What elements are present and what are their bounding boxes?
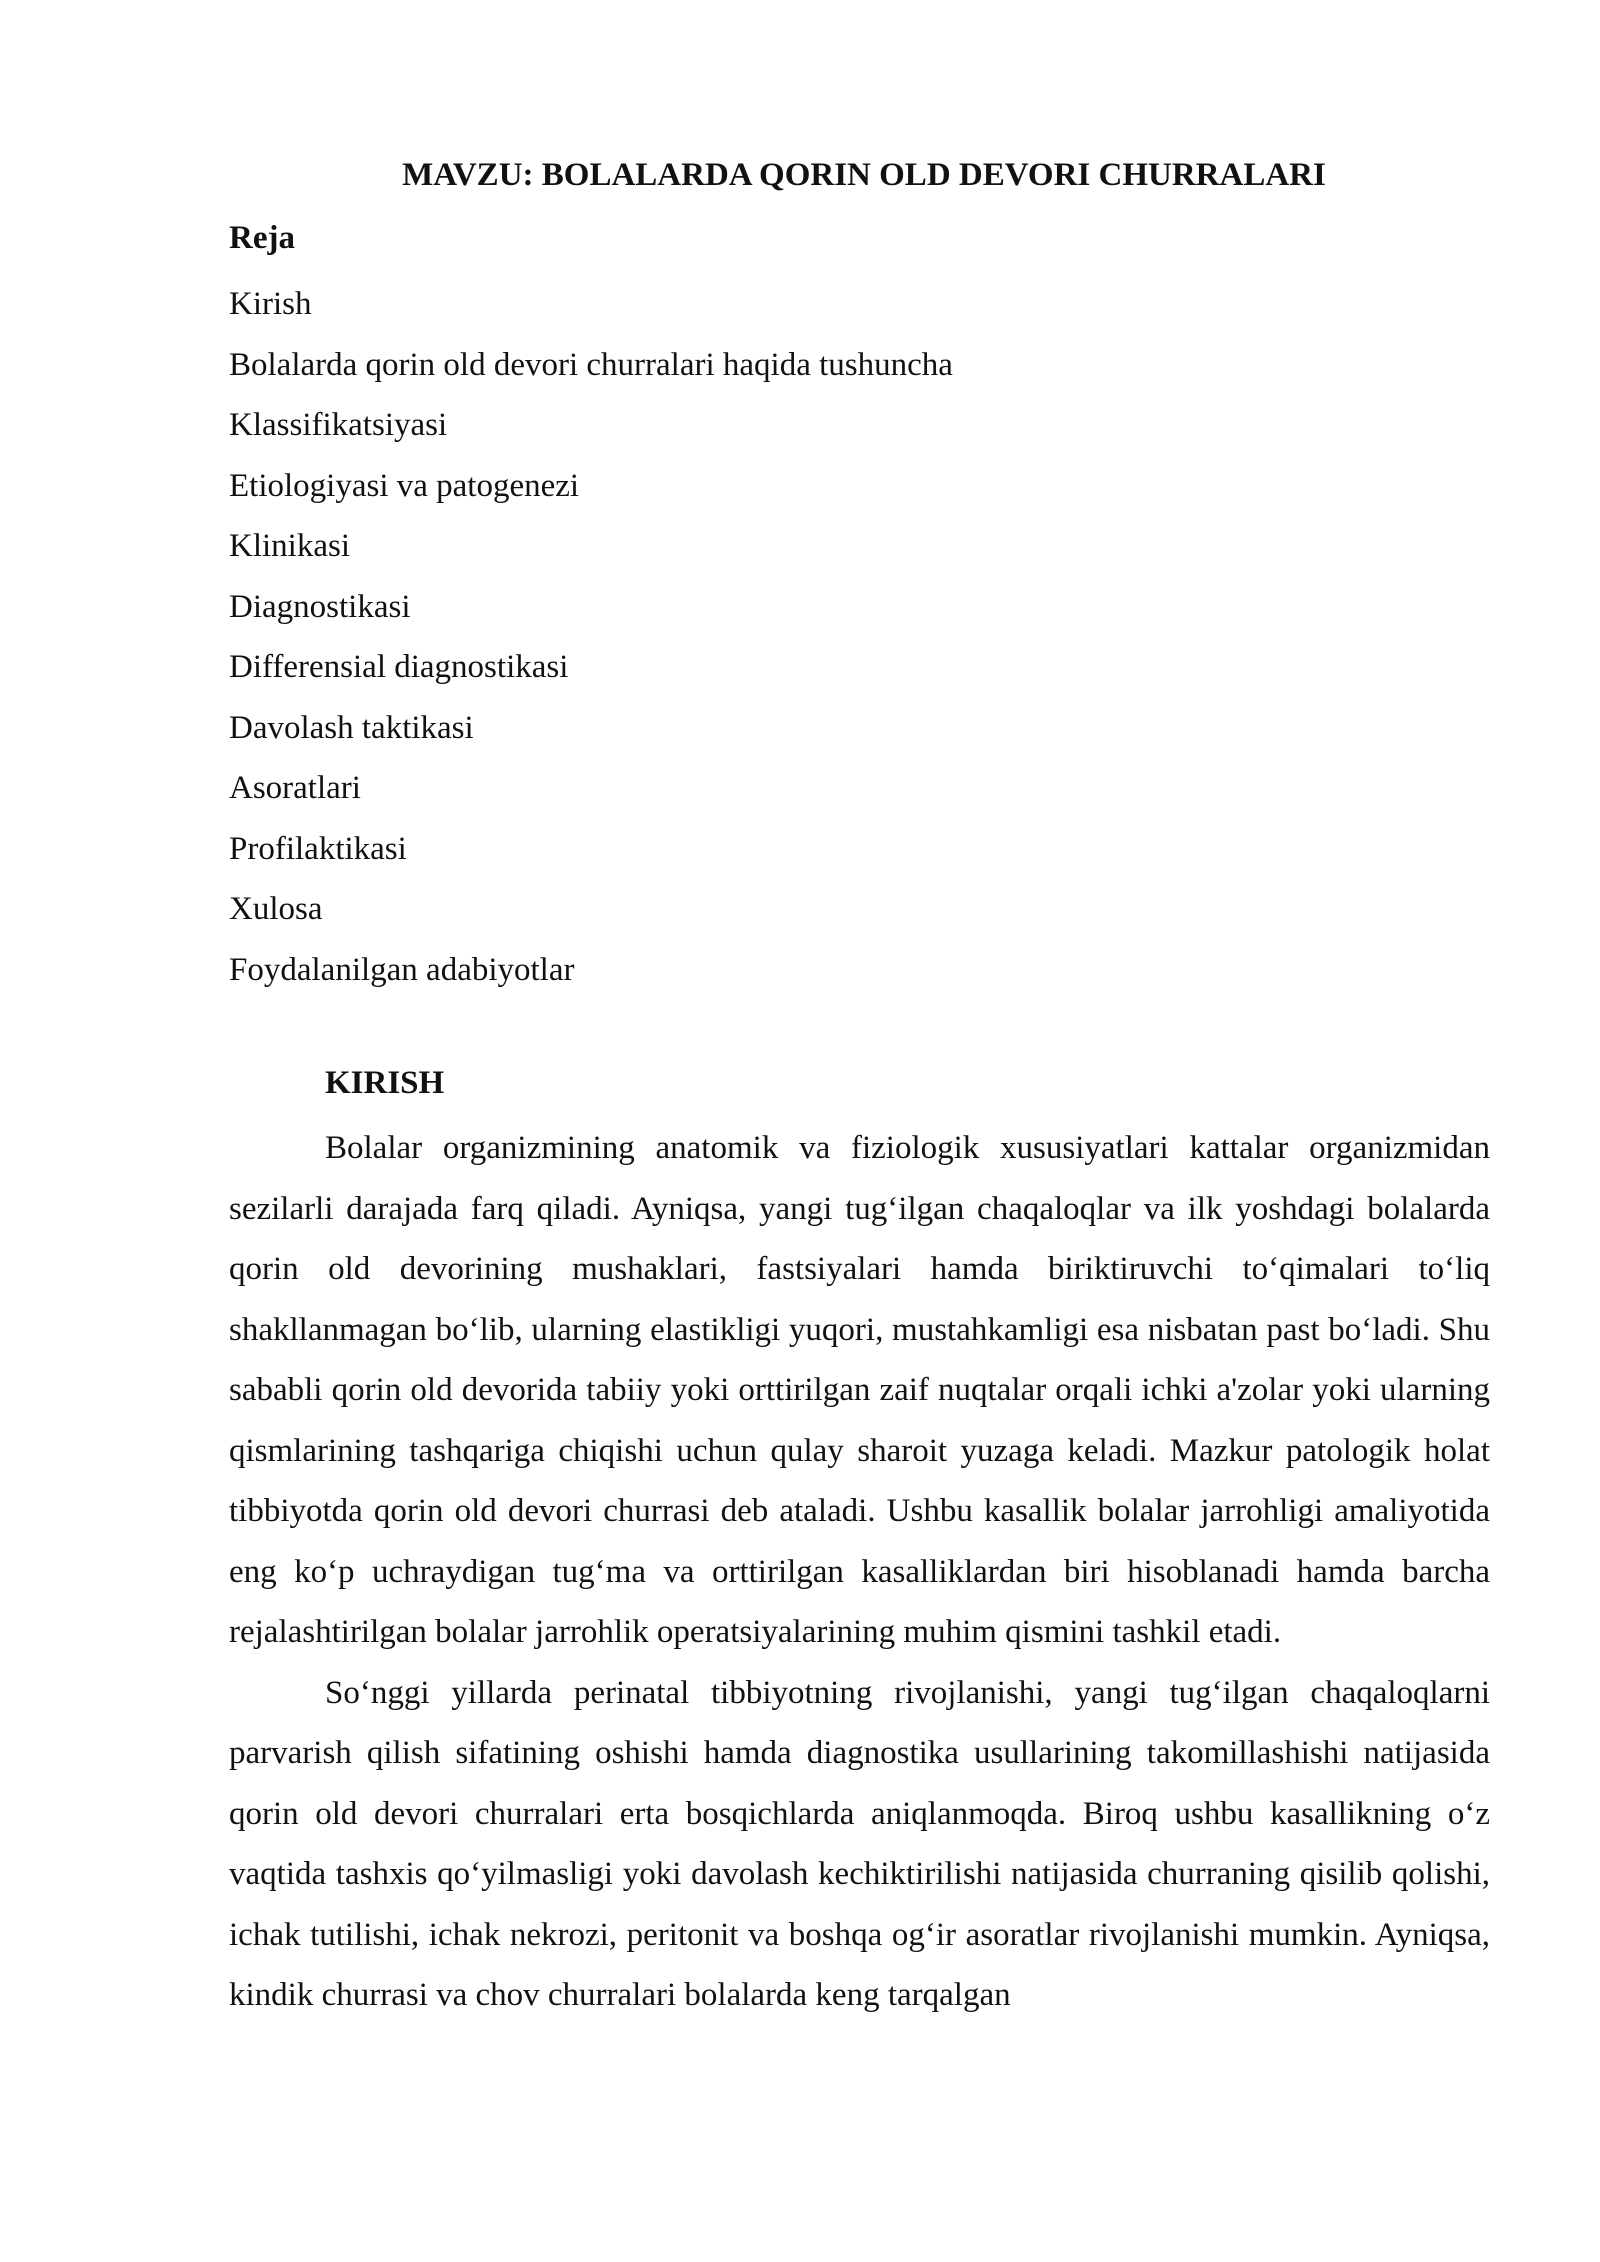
document-title: MAVZU: BOLALARDA QORIN OLD DEVORI CHURRALARI xyxy=(402,157,1326,193)
section-body xyxy=(229,1118,1490,2026)
plan-item: Diagnostikasi xyxy=(229,588,411,625)
plan-heading: Reja xyxy=(229,220,295,256)
plan-item: Differensial diagnostikasi xyxy=(229,649,569,685)
plan-item: Kirish xyxy=(229,286,312,322)
body-paragraph: So‘nggi yillarda perinatal tibbiyotning rivojlanishi, yangi tug‘ilgan chaqaloqlarni parvarish qilish sifatining oshishi hamda diagnostika usullarining takomillashishi natijasida qorin old devori churralari erta bosqichlarda aniqlanmoqda. Biroq ushbu kasallikning o‘z vaqtida tashxis qo‘yilmasligi yoki davolash kechiktirilishi natijasida churraning qisilib qolishi, ichak tutilishi, ichak nekrozi, peritonit va boshqa og‘ir asoratlar rivojlanishi mumkin. Ayniqsa, kindik churrasi va chov churralari bolalarda keng tarqalgan xyxy=(229,1674,1490,2013)
plan-item: Davolash taktikasi xyxy=(229,709,474,746)
body-paragraph: Bolalar organizmining anatomik va fiziologik xususiyatlari kattalar organizmidan sezilarli darajada farq qiladi. Ayniqsa, yangi tug‘ilgan chaqaloqlar va ilk yoshdagi bolalarda qorin old devorining mushaklari, fastsiyalari hamda biriktiruvchi to‘qimalari to‘liq shakllanmagan bo‘lib, ularning elastikligi yuqori, mustahkamligi esa nisbatan past bo‘ladi. Shu sababli qorin old devorida tabiiy yoki orttirilgan zaif nuqtalar orqali ichki a'zolar yoki ularning qismlarining tashqariga chiqishi uchun qulay sharoit yuzaga keladi. Mazkur patologik holat tibbiyotda qorin old devori churrasi deb ataladi. Ushbu kasallik bolalar jarrohligi amaliyotida eng ko‘p uchraydigan tug‘ma va orttirilgan kasalliklardan biri hisoblanadi hamda barcha rejalashtirilgan bolalar jarrohlik operatsiyalarining muhim qismini tashkil etadi. xyxy=(229,1130,1490,1650)
plan-item: Bolalarda qorin old devori churralari haqida tushuncha xyxy=(229,346,953,383)
plan-item: Klinikasi xyxy=(229,528,350,564)
plan-item: Profilaktikasi xyxy=(229,830,407,867)
plan-list xyxy=(229,274,953,1000)
section-heading-kirish: KIRISH xyxy=(325,1065,445,1101)
plan-item: Foydalanilgan adabiyotlar xyxy=(229,951,575,988)
plan-item: Xulosa xyxy=(229,891,323,927)
plan-item: Asoratlari xyxy=(229,770,361,806)
plan-item: Etiologiyasi va patogenezi xyxy=(229,467,580,504)
plan-item: Klassifikatsiyasi xyxy=(229,407,448,443)
